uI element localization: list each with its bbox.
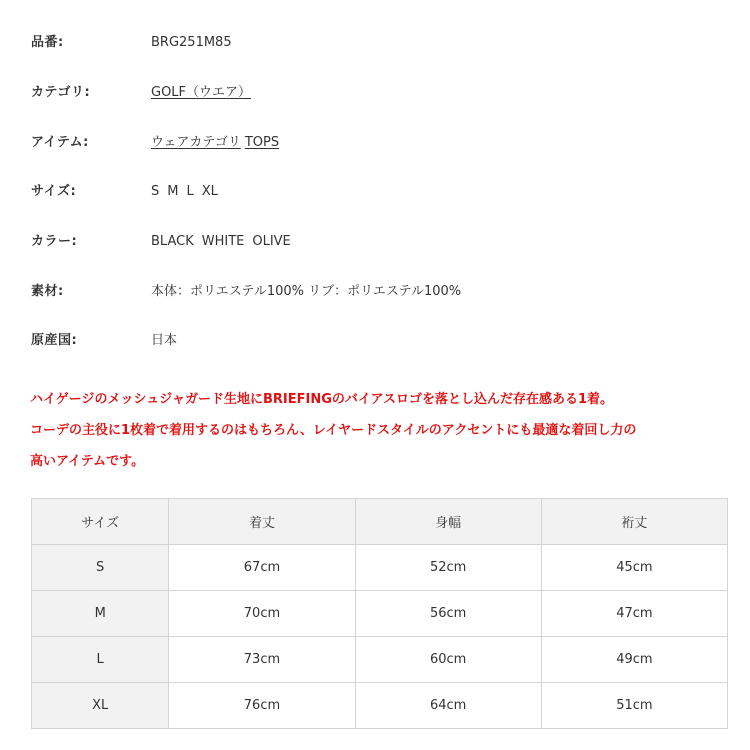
width-cell: 56cm xyxy=(355,591,541,637)
spec-value-item xyxy=(151,131,279,155)
width-cell: 64cm xyxy=(355,683,541,729)
description-line: ハイゲージのメッシュジャガード生地にBRIEFINGのバイアスロゴを落とし込んだ存在感ある1着。 xyxy=(30,392,613,407)
spec-label-hinban: 品番: xyxy=(31,35,64,50)
size-table-header-row xyxy=(32,499,728,545)
item-link-wear-category[interactable]: ウェアカテゴリ xyxy=(151,135,241,150)
sleeve-cell: 47cm xyxy=(541,591,727,637)
size-cell: L xyxy=(32,637,169,683)
spec-label-item: アイテム: xyxy=(31,135,89,150)
size-option: S xyxy=(151,184,160,199)
spec-row-size xyxy=(0,180,750,204)
spec-label-category: カテゴリ: xyxy=(31,85,91,100)
spec-value-category xyxy=(151,81,251,105)
size-cell: XL xyxy=(32,683,169,729)
header-width: 身幅 xyxy=(355,499,541,545)
category-link-golf-wear[interactable]: GOLF（ウエア） xyxy=(151,85,252,100)
spec-label-origin: 原産国: xyxy=(31,333,78,348)
width-cell: 60cm xyxy=(355,637,541,683)
sleeve-cell: 49cm xyxy=(541,637,727,683)
header-sleeve: 裄丈 xyxy=(541,499,727,545)
length-cell: 73cm xyxy=(169,637,355,683)
product-description xyxy=(30,384,742,477)
spec-value-material: 本体：ポリエステル100% リブ：ポリエステル100% xyxy=(151,284,462,299)
spec-value-hinban: BRG251M85 xyxy=(151,35,232,50)
size-cell: S xyxy=(32,545,169,591)
color-option: OLIVE xyxy=(252,234,291,249)
item-link-tops[interactable]: TOPS xyxy=(244,135,280,150)
spec-row-material xyxy=(0,280,750,304)
spec-row-hinban xyxy=(0,31,750,55)
description-line: 高いアイテムです。 xyxy=(30,454,145,469)
sleeve-cell: 51cm xyxy=(541,683,727,729)
spec-label-color: カラー: xyxy=(31,234,78,249)
spec-row-item xyxy=(0,131,750,155)
color-option: WHITE xyxy=(201,234,245,249)
description-line: コーデの主役に1枚着で着用するのはもちろん、レイヤードスタイルのアクセントにも最適な着回し力の xyxy=(30,423,637,438)
spec-value-color xyxy=(151,230,291,254)
spec-row-color xyxy=(0,230,750,254)
table-row xyxy=(32,545,728,591)
header-size: サイズ xyxy=(32,499,169,545)
length-cell: 76cm xyxy=(169,683,355,729)
length-cell: 70cm xyxy=(169,591,355,637)
size-cell: M xyxy=(32,591,169,637)
width-cell: 52cm xyxy=(355,545,541,591)
length-cell: 67cm xyxy=(169,545,355,591)
spec-label-material: 素材: xyxy=(31,284,64,299)
sleeve-cell: 45cm xyxy=(541,545,727,591)
size-option: M xyxy=(167,184,179,199)
spec-row-category xyxy=(0,81,750,105)
size-option: L xyxy=(186,184,194,199)
table-row xyxy=(32,637,728,683)
size-option: XL xyxy=(201,184,218,199)
table-row xyxy=(32,591,728,637)
spec-label-size: サイズ: xyxy=(31,184,77,199)
spec-row-origin xyxy=(0,329,750,353)
size-chart-table xyxy=(31,498,728,729)
spec-value-size xyxy=(151,180,218,204)
table-row xyxy=(32,683,728,729)
header-length: 着丈 xyxy=(169,499,355,545)
spec-value-origin: 日本 xyxy=(151,333,178,348)
color-option: BLACK xyxy=(151,234,194,249)
